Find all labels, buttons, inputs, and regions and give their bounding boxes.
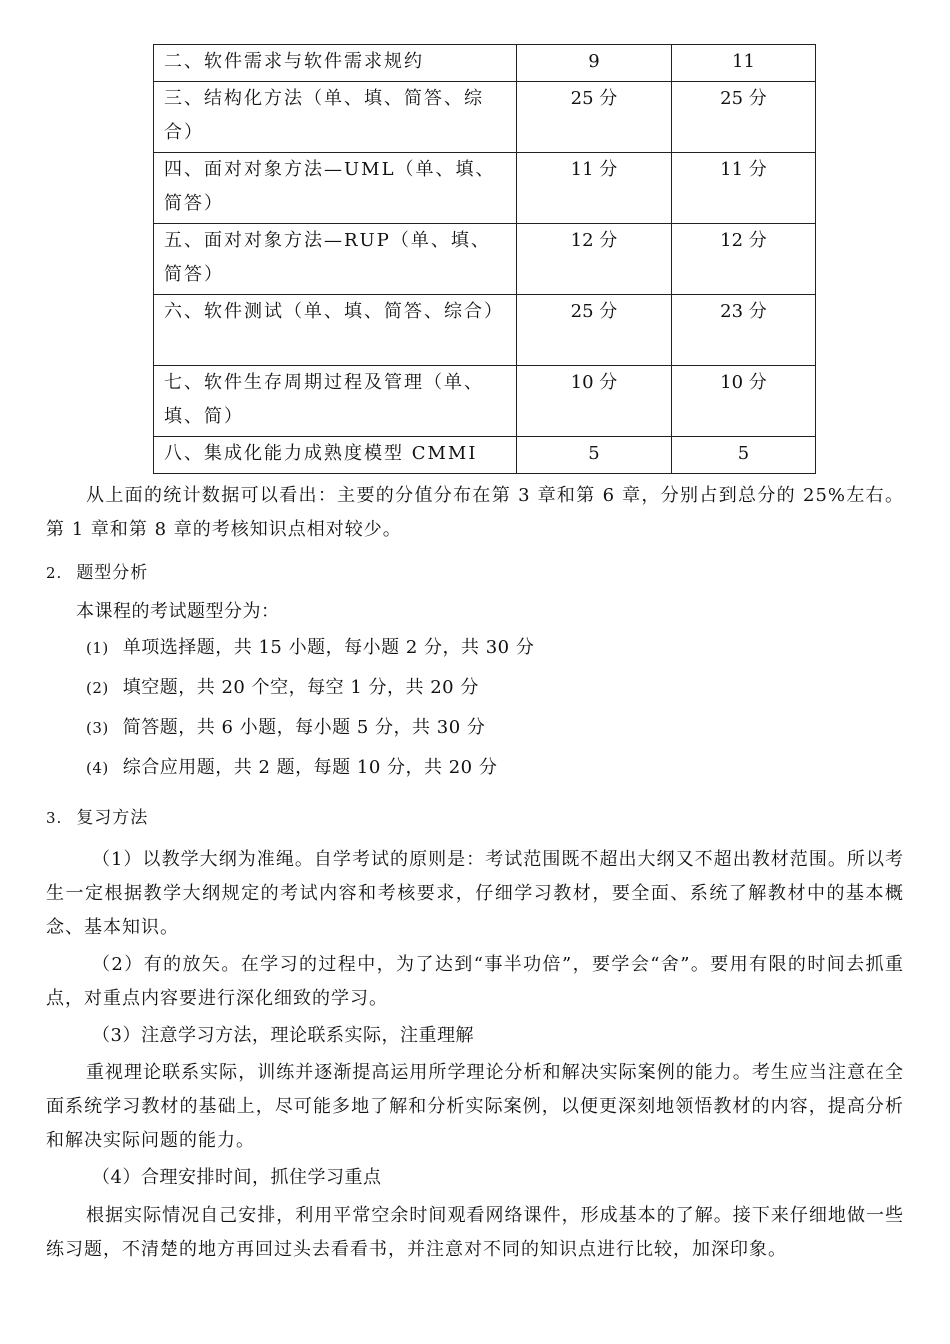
review-paragraph-4: 根据实际情况自己安排，利用平常空余时间观看网络课件，形成基本的了解。接下来仔细地做一些练习题，不清楚的地方再回过头去看看书，并注意对不同的知识点进行比较，加深印象。 — [46, 1205, 904, 1260]
chapter-cell: 三、结构化方法（单、填、简答、综合） — [154, 82, 517, 153]
chapter-cell: 五、面对对象方法—RUP（单、填、简答） — [154, 224, 517, 295]
list-text: 填空题，共 20 个空，每空 1 分，共 20 分 — [122, 677, 479, 698]
score-cell-a: 12 分 — [517, 224, 672, 295]
score-cell-a: 5 — [517, 437, 672, 474]
list-number: (2) — [86, 679, 109, 697]
score-distribution-table — [153, 44, 816, 474]
score-cell-a: 25 分 — [517, 295, 672, 366]
score-cell-b: 12 分 — [672, 224, 816, 295]
chapter-cell: 六、软件测试（单、填、简答、综合） — [154, 295, 517, 366]
list-text: 简答题，共 6 小题，每小题 5 分，共 30 分 — [122, 717, 486, 738]
score-cell-b: 11 分 — [672, 153, 816, 224]
list-number: (1) — [86, 639, 109, 657]
list-item — [86, 753, 497, 783]
table-row — [154, 45, 816, 82]
score-cell-b: 23 分 — [672, 295, 816, 366]
table-row — [154, 366, 816, 437]
question-types-intro: 本课程的考试题型分为： — [76, 601, 280, 622]
review-item-4-title: （4）合理安排时间，抓住学习重点 — [92, 1167, 382, 1188]
list-item — [86, 713, 485, 743]
review-paragraph-3: 重视理论联系实际，训练并逐渐提高运用所学理论分析和解决实际案例的能力。考生应当注意在全面系统学习教材的基础上，尽可能多地了解和分析实际案例，以便更深刻地领悟教材的内容，提高分析和解决实际问题的能力。 — [46, 1062, 904, 1151]
list-text: 综合应用题，共 2 题，每题 10 分，共 20 分 — [122, 757, 498, 778]
section-heading-3 — [46, 803, 148, 833]
section-number: 3. — [46, 809, 63, 827]
score-cell-b: 11 — [672, 45, 816, 82]
list-number: (3) — [86, 719, 109, 737]
chapter-cell: 四、面对对象方法—UML（单、填、简答） — [154, 153, 517, 224]
score-cell-b: 10 分 — [672, 366, 816, 437]
table-row — [154, 82, 816, 153]
table-row — [154, 153, 816, 224]
review-item-3-title: （3）注意学习方法，理论联系实际，注重理解 — [92, 1025, 474, 1046]
score-cell-b: 25 分 — [672, 82, 816, 153]
section-title: 题型分析 — [76, 563, 149, 583]
review-paragraph-1: （1）以教学大纲为准绳。自学考试的原则是：考试范围既不超出大纲又不超出教材范围。所以考生一定根据教学大纲规定的考试内容和考核要求，仔细学习教材，要全面、系统了解教材中的基本概念、基本知识。 — [46, 849, 904, 938]
section-number: 2. — [46, 564, 63, 582]
list-number: (4) — [86, 759, 109, 777]
list-text: 单项选择题，共 15 小题，每小题 2 分，共 30 分 — [122, 637, 535, 658]
chapter-cell: 二、软件需求与软件需求规约 — [154, 45, 517, 82]
table-row — [154, 224, 816, 295]
table-row — [154, 295, 816, 366]
summary-paragraph: 从上面的统计数据可以看出：主要的分值分布在第 3 章和第 6 章，分别占到总分的 25%左右。第 1 章和第 8 章的考核知识点相对较少。 — [46, 485, 904, 540]
score-cell-b: 5 — [672, 437, 816, 474]
section-title: 复习方法 — [76, 808, 149, 828]
score-cell-a: 11 分 — [517, 153, 672, 224]
score-cell-a: 10 分 — [517, 366, 672, 437]
chapter-cell: 七、软件生存周期过程及管理（单、填、简） — [154, 366, 517, 437]
list-item — [86, 633, 534, 663]
review-paragraph-2: （2）有的放矢。在学习的过程中，为了达到“事半功倍”，要学会“舍”。要用有限的时间去抓重点，对重点内容要进行深化细致的学习。 — [46, 954, 904, 1009]
table-row — [154, 437, 816, 474]
list-item — [86, 673, 479, 703]
score-cell-a: 9 — [517, 45, 672, 82]
chapter-cell: 八、集成化能力成熟度模型 CMMI — [154, 437, 517, 474]
score-cell-a: 25 分 — [517, 82, 672, 153]
section-heading-2 — [46, 558, 148, 588]
